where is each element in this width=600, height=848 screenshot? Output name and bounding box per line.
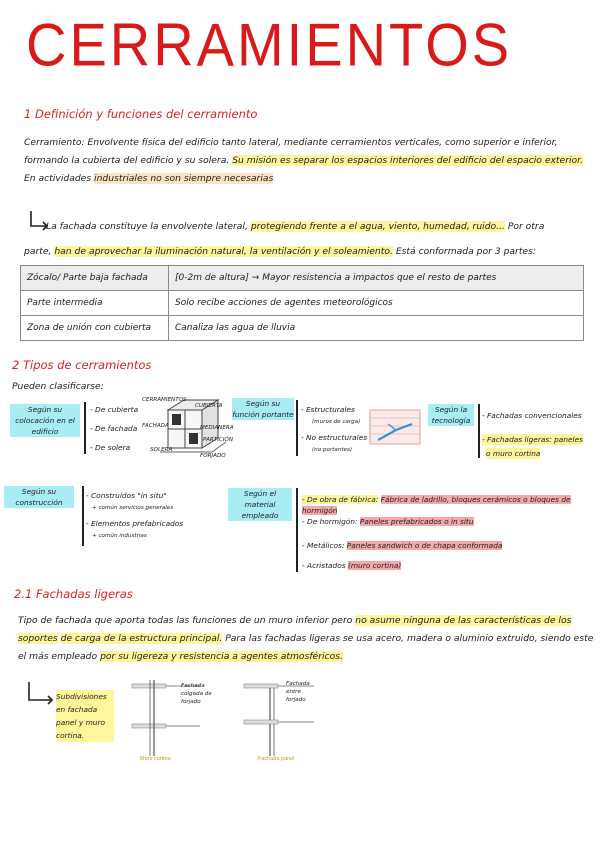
list-item: - De cubierta	[90, 405, 139, 414]
facade-paragraph	[46, 218, 592, 236]
material-row-3	[302, 540, 502, 551]
figure-caption: Muro cortina	[140, 756, 171, 762]
tag-structural: Según su función portante	[232, 399, 294, 419]
light-facade-b: no asume ninguna de las características de los soportes	[18, 615, 572, 644]
figure-caption: Fachada panel	[258, 756, 295, 762]
table-cell: [0-2m de altura] → Mayor resistencia a impactos que el resto de partes	[169, 266, 584, 291]
definition-paragraph	[24, 134, 592, 188]
section-2-intro: Pueden clasificarse:	[12, 381, 104, 392]
light-facade-c: de carga de la estructura principal.	[60, 633, 223, 644]
definition-line-1: Cerramiento: Envolvente física del edificio tanto lateral, mediante cerramientos verticales, como superior e inferior, formando la	[24, 137, 558, 166]
table-cell: Zona de unión con cubierta	[21, 316, 169, 341]
sketch-label: MEDIANERA	[200, 425, 234, 431]
table-cell: Solo recibe acciones de agentes meteorológicos	[169, 291, 584, 316]
bracket-line	[296, 488, 298, 572]
subdivisions-note: Subdivisiones en fachada panel y muro cortina.	[56, 690, 114, 742]
tag-placement: Según su colocación en el edificio	[10, 404, 80, 437]
list-item: (muro cortina)	[347, 561, 402, 570]
bracket-line	[478, 404, 480, 458]
definition-industrial-a: En actividades	[24, 173, 92, 184]
list-item: - De solera	[90, 443, 131, 452]
light-facade-e: por su ligereza y resistencia a agentes atmosféricos.	[100, 651, 343, 662]
list-item: - De obra de fábrica:	[302, 495, 379, 504]
material-row-1	[302, 494, 600, 516]
table-cell: Canaliza las agua de lluvia	[169, 316, 584, 341]
list-item: - De fachada	[90, 424, 138, 433]
sketch-label: PARTICIÓN	[203, 437, 234, 443]
tag-material: Según el material empleado	[228, 488, 292, 521]
list-item: + común industrias	[92, 533, 147, 539]
list-item: - Estructurales	[301, 405, 355, 414]
arrow-hook-icon	[26, 680, 56, 706]
sketch-label: CERRAMIENTOS	[142, 397, 187, 403]
sketch-label: FACHADA	[142, 423, 169, 429]
list-item: - Fachadas ligeras: paneles	[482, 435, 583, 444]
list-item: - Acristados	[302, 561, 346, 570]
facade-other: Por otra	[507, 221, 545, 232]
material-row-2	[302, 516, 474, 527]
table-row	[21, 291, 584, 316]
definition-roof: cubierta del edificio y su solera.	[82, 155, 230, 166]
section-2-heading: 2 Tipos de cerramientos	[12, 358, 152, 372]
table-cell: Zócalo/ Parte baja fachada	[21, 266, 169, 291]
list-item: o muro cortina	[486, 449, 541, 458]
material-row-4	[302, 560, 401, 571]
sketch-label: SOLERA	[150, 447, 173, 453]
facade-protection: protegiendo frente a el agua, viento, humedad, ruido...	[250, 221, 505, 232]
list-item: - Construidos "in situ"	[86, 491, 167, 500]
facade-parts: Está conformada por 3 partes:	[395, 246, 536, 257]
list-item: - No estructurales	[301, 433, 368, 442]
section-2-1-heading: 2.1 Fachadas ligeras	[14, 587, 133, 601]
list-item: Fábrica de ladrillo, bloques cerámicos o bloques de hormigón	[302, 495, 571, 515]
sketch-label: FORJADO	[200, 453, 226, 459]
table-cell: Parte intermedia	[21, 291, 169, 316]
bracket-line	[82, 486, 84, 546]
list-item: - De hormigón:	[302, 517, 358, 526]
table-row	[21, 316, 584, 341]
facade-envelope: La fachada constituye la envolvente lateral,	[46, 221, 248, 232]
tag-construction: Según su construcción	[4, 486, 74, 508]
list-item: (muros de carga)	[312, 419, 361, 425]
list-item: - Metálicos:	[302, 541, 345, 550]
facade-paragraph-2	[24, 243, 592, 261]
section-1-heading: 1 Definición y funciones del cerramiento	[24, 107, 258, 121]
facade-light: han de aprovechar la iluminación natural, la ventilación y el soleamiento.	[54, 246, 393, 257]
list-item: - Elementos prefabricados	[86, 519, 184, 528]
table-row	[21, 266, 584, 291]
figure-label: Fachada entre forjado	[286, 681, 310, 703]
tag-technology: Según la tecnología	[428, 404, 474, 426]
sketch-label: CUBIERTA	[195, 403, 223, 409]
facade-parts-table	[20, 265, 584, 341]
list-item: Paneles prefabricados o in situ	[359, 517, 474, 526]
light-facade-paragraph	[18, 612, 594, 666]
bracket-line	[296, 400, 298, 456]
wall-sketch-icon	[366, 404, 424, 450]
page-title: CERRAMIENTOS	[26, 10, 513, 79]
light-facade-a: Tipo de fachada que aporta todas las funciones de un muro inferior pero	[18, 615, 353, 626]
figure-label: Fachada colgada de forjado	[181, 683, 212, 705]
light-facade-d: Para las fachadas ligeras se usa acero, madera o aluminio extruido, siendo este el más empleado	[18, 633, 594, 662]
definition-industrial-b: industriales no son siempre necesarias	[94, 173, 274, 184]
definition-mission: Su misión es separar los espacios interiores del edificio del espacio exterior.	[232, 155, 583, 166]
facade-part: parte,	[24, 246, 52, 257]
bracket-line	[84, 402, 86, 454]
list-item: - Fachadas convencionales	[482, 411, 582, 420]
list-item: (no portantes)	[312, 447, 353, 453]
list-item: Paneles sandwich o de chapa conformada	[346, 541, 503, 550]
list-item: + común servicios generales	[92, 505, 174, 511]
